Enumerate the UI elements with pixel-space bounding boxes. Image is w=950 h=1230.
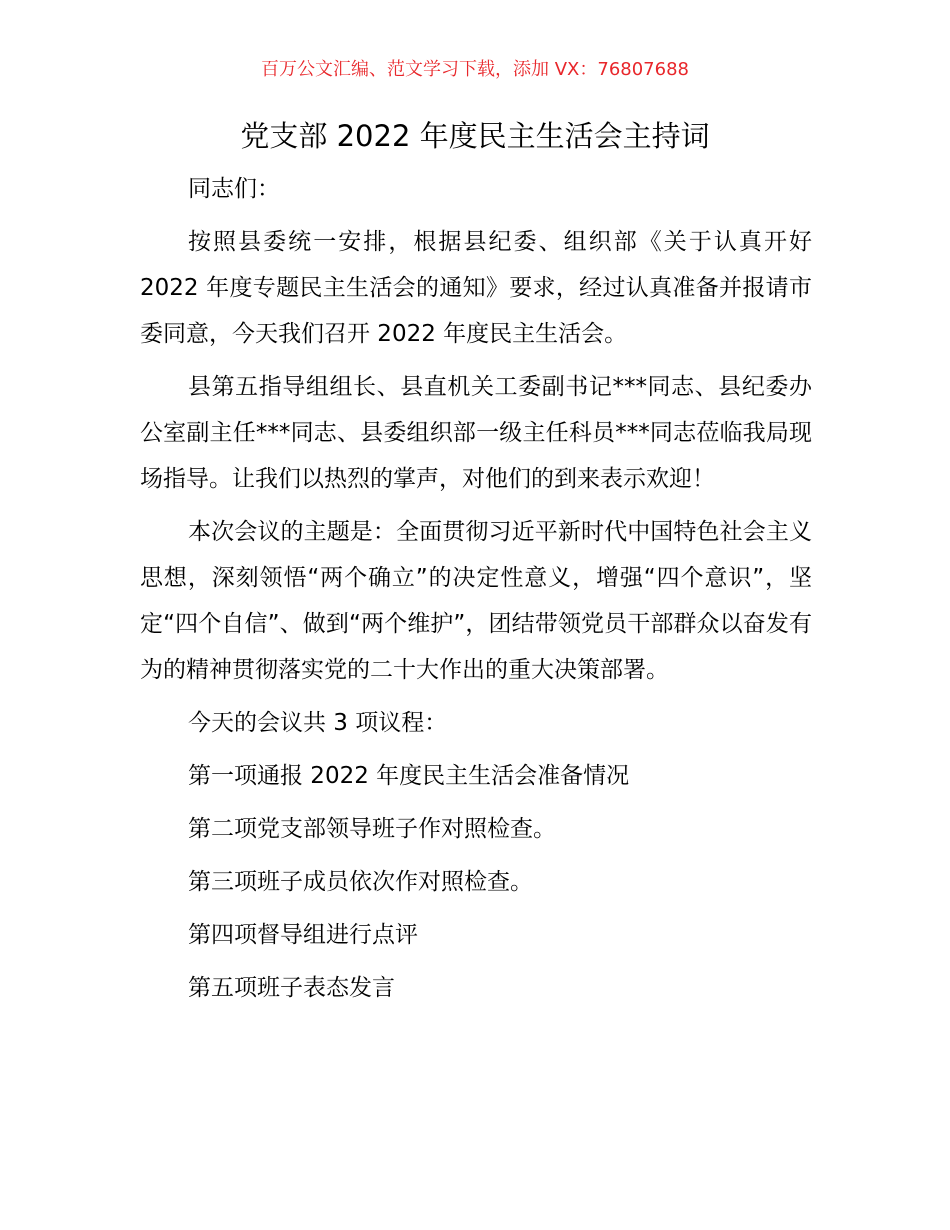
paragraph: 本次会议的主题是：全面贯彻习近平新时代中国特色社会主义思想，深刻领悟“两个确立”的决定性意义，增强“四个意识”，坚定“四个自信”、做到“两个维护”，团结带领党员干部群众以奋发有为的精神贯彻落实党的二十大作出的重大决策部署。: [140, 519, 812, 683]
agenda-intro: 今天的会议共 3 项议程：: [188, 710, 448, 736]
agenda-item: 第三项班子成员依次作对照检查。: [188, 869, 533, 895]
paragraph: 按照县委统一安排，根据县纪委、组织部《关于认真开好 2022 年度专题民主生活会的通知》要求，经过认真准备并报请市委同意，今天我们召开 2022 年度民主生活会。: [140, 229, 812, 347]
agenda-item: 第四项督导组进行点评: [188, 922, 418, 948]
agenda-item: 第二项党支部领导班子作对照检查。: [188, 816, 556, 842]
document-title: 党支部 2022 年度民主生活会主持词: [240, 119, 710, 153]
agenda-item: 第五项班子表态发言: [188, 975, 395, 1001]
salutation: 同志们：: [188, 176, 280, 202]
agenda-item: 第一项通报 2022 年度民主生活会准备情况: [188, 763, 630, 789]
document-body: [140, 166, 812, 1018]
paragraph: 县第五指导组组长、县直机关工委副书记***同志、县纪委办公室副主任***同志、县委组织部一级主任科员***同志莅临我局现场指导。让我们以热烈的掌声，对他们的到来表示欢迎！: [140, 374, 812, 492]
header-note: 百万公文汇编、范文学习下载，添加 VX：76807688: [261, 59, 689, 80]
